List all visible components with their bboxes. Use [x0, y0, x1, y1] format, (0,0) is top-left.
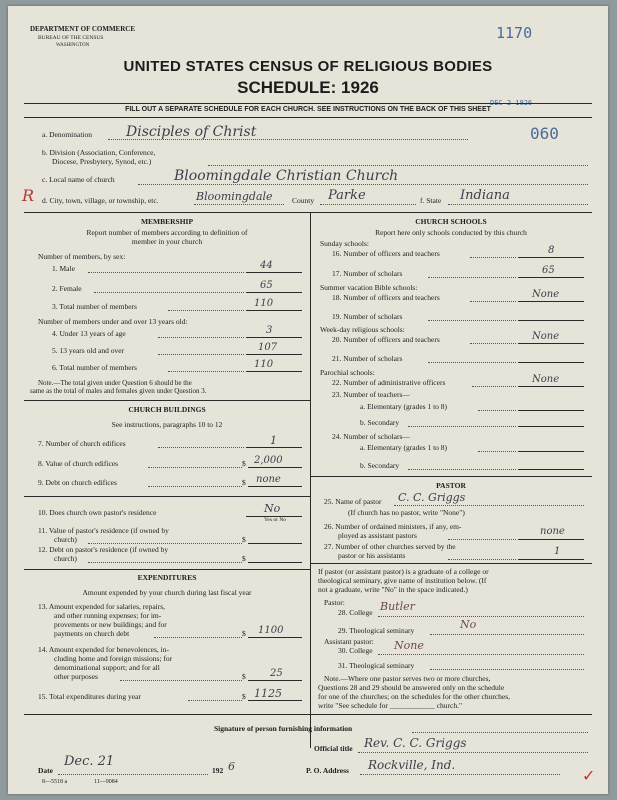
q23a-label: a. Elementary (grades 1 to 8)	[360, 402, 448, 411]
pastor-note-1: Note.—Where one pastor serves two or more churches,	[324, 674, 491, 683]
q13-dollar-sign: $	[242, 629, 246, 638]
q15-label: 15. Total expenditures during year	[38, 692, 141, 701]
q10-residence-value: No	[264, 502, 281, 515]
q23b-label: b. Secondary	[360, 418, 400, 427]
q27-label-1: 27. Number of other churches served by the	[324, 542, 456, 551]
q27-label-2: pastor or his assistants	[338, 551, 406, 560]
review-checkmark: ✓	[582, 766, 596, 785]
state-value: Indiana	[460, 188, 510, 203]
q13-label-2: and other running expenses; for im-	[54, 611, 162, 620]
membership-note-1: Note.—The total given under Question 6 should be the	[38, 379, 192, 387]
graduate-instruction-1: If pastor (or assistant pastor) is a graduate of a college or	[318, 567, 489, 576]
membership-intro-2: member in your church	[131, 237, 203, 246]
q15-total: 1125	[254, 687, 282, 700]
summer-schools-label: Summer vacation Bible schools:	[320, 283, 418, 292]
members-by-sex-label: Number of members, by sex:	[38, 252, 126, 261]
po-address-label: P. O. Address	[306, 766, 349, 775]
q13-label-3: provements or new buildings; and for	[54, 620, 167, 629]
q25-label: 25. Name of pastor	[324, 497, 382, 506]
q2-female-label: 2. Female	[52, 284, 82, 293]
q5-over-13-value: 107	[258, 342, 278, 353]
q19-label: 19. Number of scholars	[332, 312, 403, 321]
q9-debt-label: 9. Debt on church edifices	[38, 478, 117, 487]
q26-label-2: ployed as assistant pastors	[338, 531, 417, 540]
year-value: 6	[228, 760, 235, 773]
local-name-value: Bloomingdale Christian Church	[174, 168, 399, 184]
assistant-pastor-subheading: Assistant pastor:	[324, 637, 374, 646]
q13-amount: 1100	[258, 625, 284, 636]
division-label-2: Diocese, Presbytery, Synod, etc.)	[52, 157, 152, 166]
q26-label-1: 26. Number of ordained ministers, if any, em-	[324, 522, 462, 531]
signature-label: Signature of person furnishing information	[214, 724, 353, 733]
q26-value: none	[540, 526, 565, 537]
margin-r-mark: R	[22, 186, 35, 205]
pastor-subheading: Pastor:	[324, 598, 345, 607]
denomination-value: Disciples of Christ	[126, 124, 257, 140]
q14-label-2: cluding home and foreign missions; for	[54, 654, 173, 663]
membership-heading: MEMBERSHIP	[140, 217, 194, 226]
q8-value-amount: 2,000	[254, 455, 283, 466]
q4-under-13-value: 3	[266, 325, 273, 336]
expenditures-heading: EXPENDITURES	[137, 573, 197, 582]
q29-label: 29. Theological seminary	[338, 626, 415, 635]
q5-over-13-label: 5. 13 years old and over	[52, 346, 125, 355]
q25-note: (If church has no pastor, write "None")	[348, 508, 465, 517]
division-label: b. Division (Association, Conference,	[42, 148, 156, 157]
q25-pastor-name: C. C. Griggs	[398, 491, 466, 504]
parochial-schools-label: Parochial schools:	[320, 368, 375, 377]
q17-label: 17. Number of scholars	[332, 269, 403, 278]
pastor-note-4: write "See schedule for ____________ church."	[318, 701, 463, 710]
city-value: Bloomingdale	[196, 190, 273, 203]
department-name: DEPARTMENT OF COMMERCE	[30, 25, 136, 33]
year-label: 192	[212, 766, 224, 775]
q22-value: None	[532, 374, 560, 385]
q16-label: 16. Number of officers and teachers	[332, 249, 440, 258]
membership-intro-1: Report number of members according to definition of	[86, 228, 248, 237]
form-number: 8—5518 a	[42, 779, 68, 785]
q22-label: 22. Number of administrative officers	[332, 378, 446, 387]
sunday-schools-label: Sunday schools:	[320, 239, 369, 248]
county-label: County	[292, 196, 315, 205]
q12-label-1: 12. Debt on pastor's residence (if owned by	[38, 545, 169, 554]
q30-college-value: None	[394, 639, 424, 652]
q15-dollar-sign: $	[242, 692, 246, 701]
q27-value: 1	[554, 546, 561, 557]
buildings-heading: CHURCH BUILDINGS	[128, 405, 206, 414]
pastor-heading: PASTOR	[436, 481, 466, 490]
q1-male-value: 44	[260, 260, 273, 271]
q20-value: None	[532, 331, 560, 342]
graduate-instruction-2: theological seminary, give name of institution below. (If	[318, 576, 487, 585]
q7-edifices-value: 1	[270, 434, 277, 447]
official-title-value: Rev. C. C. Griggs	[364, 736, 467, 750]
q1-male-label: 1. Male	[52, 264, 75, 273]
q4-under-13-label: 4. Under 13 years of age	[52, 329, 126, 338]
q12-dollar-sign: $	[242, 554, 246, 563]
q10-residence-label: 10. Does church own pastor's residence	[38, 508, 157, 517]
q11-label-2: church)	[54, 535, 77, 544]
q20-label: 20. Number of officers and teachers	[332, 335, 440, 344]
expenditures-instructions: Amount expended by your church during last fiscal year	[82, 588, 252, 597]
q7-edifices-label: 7. Number of church edifices	[38, 439, 126, 448]
q9-debt-value: none	[256, 474, 281, 485]
q8-dollar-sign: $	[242, 459, 246, 468]
pastor-note-3: for one of the churches; on the schedules for the other churches,	[318, 692, 511, 701]
county-value: Parke	[328, 188, 366, 203]
city-label: d. City, town, village, or township, etc.	[42, 196, 159, 205]
q18-value: None	[532, 289, 560, 300]
q28-label: 28. College	[338, 608, 373, 617]
q29-seminary-value: No	[460, 618, 477, 631]
q14-label-1: 14. Amount expended for benevolences, in-	[38, 645, 170, 654]
q3-total-label: 3. Total number of members	[52, 302, 137, 311]
bureau-city: WASHINGTON	[56, 43, 90, 48]
q14-amount: 25	[270, 668, 283, 679]
q23-label: 23. Number of teachers—	[332, 390, 410, 399]
q14-dollar-sign: $	[242, 672, 246, 681]
form-title: UNITED STATES CENSUS OF RELIGIOUS BODIES	[123, 58, 493, 75]
census-schedule-sheet	[8, 6, 608, 794]
q17-value: 65	[542, 265, 555, 276]
yes-or-no-hint: Yes or No	[264, 517, 287, 523]
q28-college-value: Butler	[380, 600, 415, 613]
q12-label-2: church)	[54, 554, 77, 563]
q21-label: 21. Number of scholars	[332, 354, 403, 363]
q24-label: 24. Number of scholars—	[332, 432, 410, 441]
q2-female-value: 65	[260, 280, 273, 291]
q16-value: 8	[548, 245, 555, 256]
q6-total-value: 110	[254, 359, 274, 370]
denomination-label: a. Denomination	[42, 130, 92, 139]
q14-label-4: other purposes	[54, 672, 98, 681]
q9-dollar-sign: $	[242, 478, 246, 487]
schools-instructions: Report here only schools conducted by this church	[375, 228, 527, 237]
q3-total-value: 110	[254, 298, 274, 309]
q13-label-4: payments on church debt	[54, 629, 130, 638]
q31-label: 31. Theological seminary	[338, 661, 415, 670]
membership-note-2: same as the total of males and females given under Question 3.	[30, 387, 207, 395]
q11-dollar-sign: $	[242, 535, 246, 544]
schools-heading: CHURCH SCHOOLS	[415, 217, 487, 226]
pastor-note-2: Questions 28 and 29 should be answered only on the schedule	[318, 683, 505, 692]
form-subtitle: SCHEDULE: 1926	[237, 78, 379, 97]
q6-total-label: 6. Total number of members	[52, 363, 137, 372]
local-name-label: c. Local name of church	[42, 175, 115, 184]
date-label: Date	[38, 766, 53, 775]
state-label: f. State	[420, 196, 442, 205]
q24a-label: a. Elementary (grades 1 to 8)	[360, 443, 448, 452]
received-date-stamp: DEC 2 1926	[490, 99, 533, 107]
separate-schedule-instruction: FILL OUT A SEPARATE SCHEDULE FOR EACH CHURCH. SEE INSTRUCTIONS ON THE BACK OF THIS SHEET	[125, 106, 491, 113]
q14-label-3: denominational support; and for all	[54, 663, 160, 672]
date-value: Dec. 21	[64, 754, 115, 769]
q13-label-1: 13. Amount expended for salaries, repairs,	[38, 602, 166, 611]
q8-value-label: 8. Value of church edifices	[38, 459, 119, 468]
q11-label-1: 11. Value of pastor's residence (if owned by	[38, 526, 169, 535]
weekday-schools-label: Week-day religious schools:	[320, 325, 405, 334]
bureau-name: BUREAU OF THE CENSUS	[38, 35, 104, 41]
print-number: 11—9084	[94, 779, 118, 785]
q24b-label: b. Secondary	[360, 461, 400, 470]
serial-number: 1170	[496, 24, 533, 42]
po-address-value: Rockville, Ind.	[368, 758, 456, 772]
members-by-age-label: Number of members under and over 13 years old:	[38, 317, 188, 326]
q30-label: 30. College	[338, 646, 373, 655]
buildings-instructions: See instructions, paragraphs 10 to 12	[111, 420, 223, 429]
q18-label: 18. Number of officers and teachers	[332, 293, 440, 302]
denomination-code: 060	[530, 124, 559, 143]
official-title-label: Official title	[314, 744, 353, 753]
graduate-instruction-3: not a graduate, write "No" in the space indicated.)	[318, 585, 468, 594]
